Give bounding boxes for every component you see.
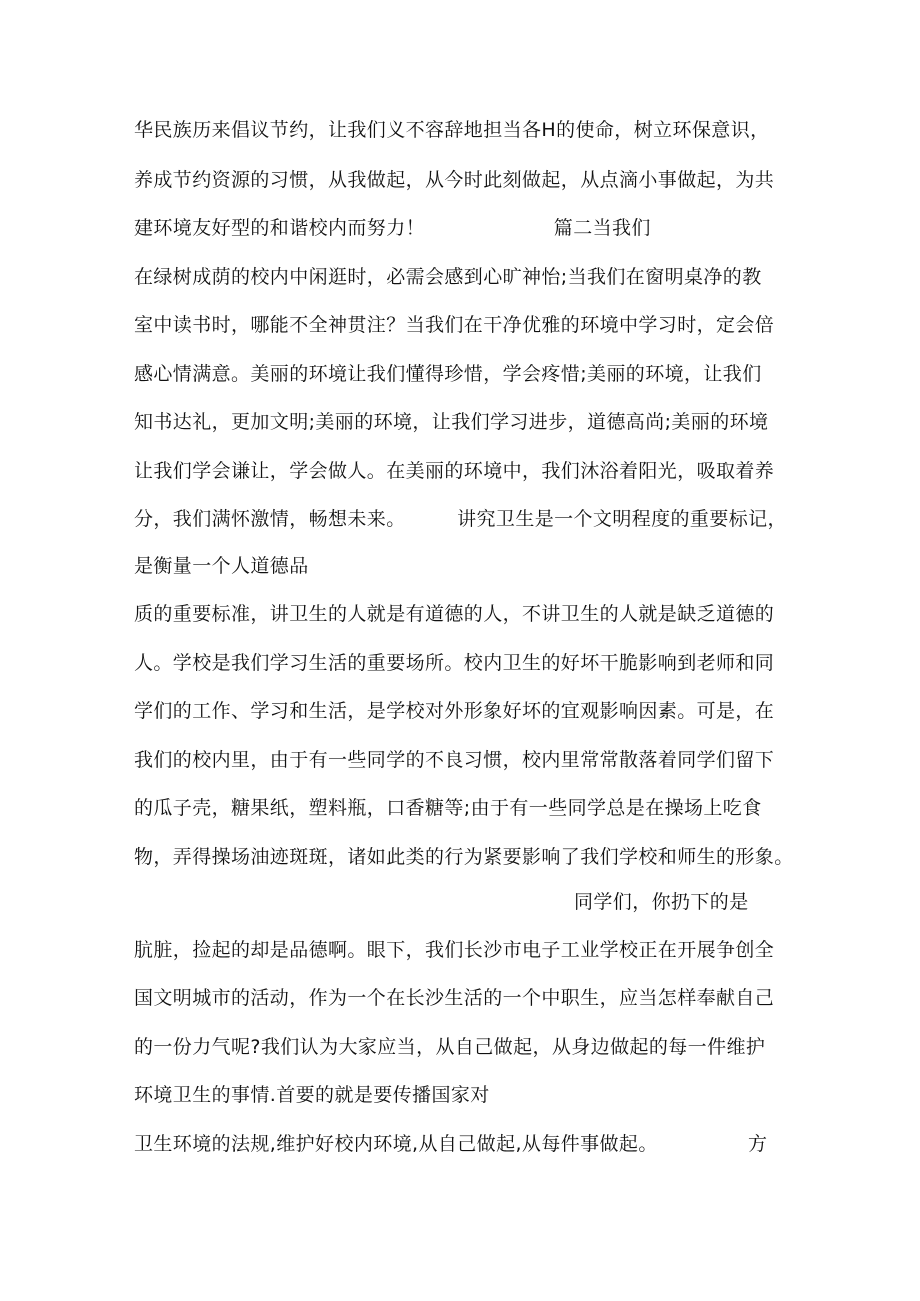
text-line: 学们的工作、学习和生活，是学校对外形象好坏的宜观影响因素。可是，在	[134, 700, 775, 722]
text-line: 国文明城市的活动，作为一个在长沙生活的一个中职生，应当怎样奉献自己	[134, 987, 775, 1009]
text-line: 是衡量一个人道德品	[134, 555, 309, 577]
text-line: 的一份力气呢?我们认为大家应当，从自己做起，从身边做起的每一件维护	[134, 1036, 766, 1058]
text-line: 卫生环境的法规,维护好校内环境,从自己做起,从每件事做起。	[134, 1133, 658, 1155]
text-line: 我们的校内里，由于有一些同学的不良习惯，校内里常常散落着同学们留下	[134, 749, 775, 771]
text-line: 方	[748, 1133, 768, 1155]
text-line: 知书达礼，更加文明;美丽的环境，让我们学习进步，道德高尚;美丽的环境	[134, 411, 769, 433]
text-line: 人。学校是我们学习生活的重要场所。校内卫生的好坏干脆影响到老师和同	[134, 652, 775, 674]
text-line: 质的重要标准，讲卫生的人就是有道德的人，不讲卫生的人就是缺乏道德的	[134, 603, 775, 625]
text-line: 建环境友好型的和谐校内而努力！ 篇二当我们	[134, 217, 651, 239]
text-line: 室中读书时，哪能不全神贯注？当我们在干净优雅的环境中学习时，定会倍	[134, 314, 775, 336]
text-line: 同学们，你扔下的是	[574, 891, 749, 913]
text-line: 环境卫生的事情.首要的就是要传播国家对	[134, 1084, 490, 1106]
text-line: 肮脏，捡起的却是品德啊。眼下，我们长沙市电子工业学校正在开展争创全	[134, 939, 775, 961]
text-line: 在绿树成荫的校内中闲逛时，必需会感到心旷神怡;当我们在窗明桌净的教	[134, 266, 762, 288]
text-line: 分，我们满怀激情，畅想未来。 讲究卫生是一个文明程度的重要标记，	[134, 508, 787, 530]
text-line: 让我们学会谦让，学会做人。在美丽的环境中，我们沐浴着阳光，吸取着养	[134, 460, 775, 482]
text-line: 的瓜子壳，糖果纸，塑料瓶，口香糖等;由于有一些同学总是在操场上吃食	[134, 797, 762, 819]
text-line: 感心情满意。美丽的环境让我们懂得珍惜，学会疼惜;美丽的环境，让我们	[134, 363, 762, 385]
text-line: 华民族历来倡议节约，让我们义不容辞地担当各H的使命，树立环保意识，	[134, 119, 770, 141]
text-line: 物，弄得操场油迹斑斑，诸如此类的行为紧要影响了我们学校和师生的形象。	[134, 846, 794, 868]
text-line: 养成节约资源的习惯，从我做起，从今时此刻做起，从点滴小事做起，为共	[134, 169, 775, 191]
